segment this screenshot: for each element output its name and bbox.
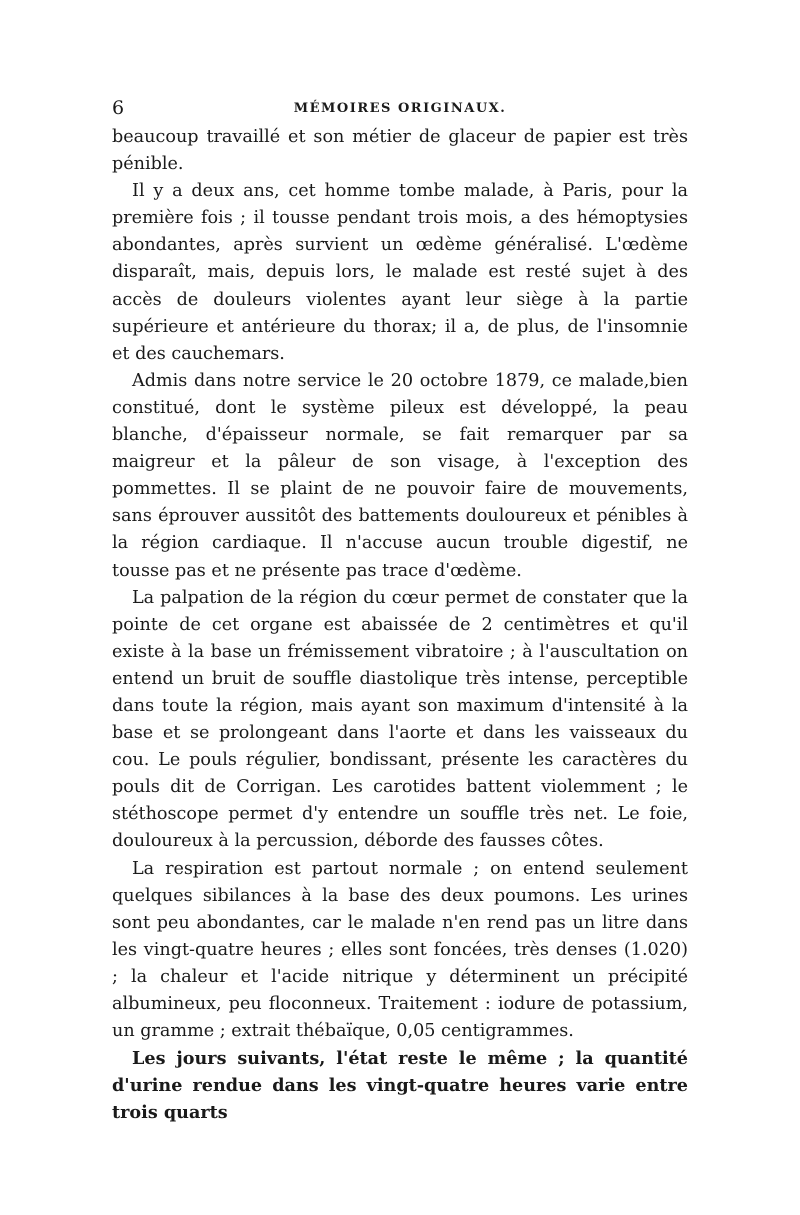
paragraph-following-days: Les jours suivants, l'état reste le même ; la quantité d'urine rendue dans les vingt-quatre heures varie entre trois quarts: [112, 1048, 688, 1124]
running-head: [112, 96, 688, 120]
body-text: [112, 124, 688, 1126]
paragraph-admission: Admis dans notre service le 20 octobre 1879, ce malade,bien constitué, dont le système pileux est développé, la peau blanche, d'épaisseur normale, se fait remarquer par sa maigreur et la pâleur de son visage, à l'exception des pommettes. Il se plaint de ne pouvoir faire de mouvements, sans éprouver aussitôt des battements douloureux et pénibles à la région cardiaque. Il n'accuse aucun trouble digestif, ne tousse pas et ne présente pas trace d'œdème.: [112, 370, 688, 581]
book-page: [112, 96, 688, 1126]
page-number: 6: [112, 97, 125, 119]
paragraph-illness-history: Il y a deux ans, cet homme tombe malade, à Paris, pour la première fois ; il tousse pendant trois mois, a des hémoptysies abondantes, après survient un œdème généralisé. L'œdème disparaît, mais, depuis lors, le malade est resté sujet à des accès de douleurs violentes ayant leur siège à la partie supérieure et antérieure du thorax; il a, de plus, de l'insomnie et des cauchemars.: [112, 181, 688, 364]
paragraph-continued: beaucoup travaillé et son métier de glaceur de papier est très pénible.: [112, 127, 688, 175]
paragraph-palpation: La palpation de la région du cœur permet de constater que la pointe de cet organe est abaissée de 2 centimètres et qu'il existe à la base un frémissement vibratoire ; à l'auscultation on entend un bruit de souffle diastolique très intense, perceptible dans toute la région, mais ayant son maximum d'intensité à la base et se prolongeant dans l'aorte et dans les vaisseaux du cou. Le pouls régulier, bondissant, présente les caractères du pouls dit de Corrigan. Les carotides battent violemment ; le stéthoscope permet d'y entendre un souffle très net. Le foie, douloureux à la percussion, déborde des fausses côtes.: [112, 587, 688, 852]
paragraph-respiration: La respiration est partout normale ; on entend seulement quelques sibilances à la base des deux poumons. Les urines sont peu abondantes, car le malade n'en rend pas un litre dans les vingt-quatre heures ; elles sont foncées, très denses (1.020) ; la chaleur et l'acide nitrique y déterminent un précipité albumineux, peu floconneux. Traitement : iodure de potassium, un gramme ; extrait thébaïque, 0,05 centigrammes.: [112, 858, 688, 1042]
running-head-title: MÉMOIRES ORIGINAUX.: [293, 101, 507, 116]
